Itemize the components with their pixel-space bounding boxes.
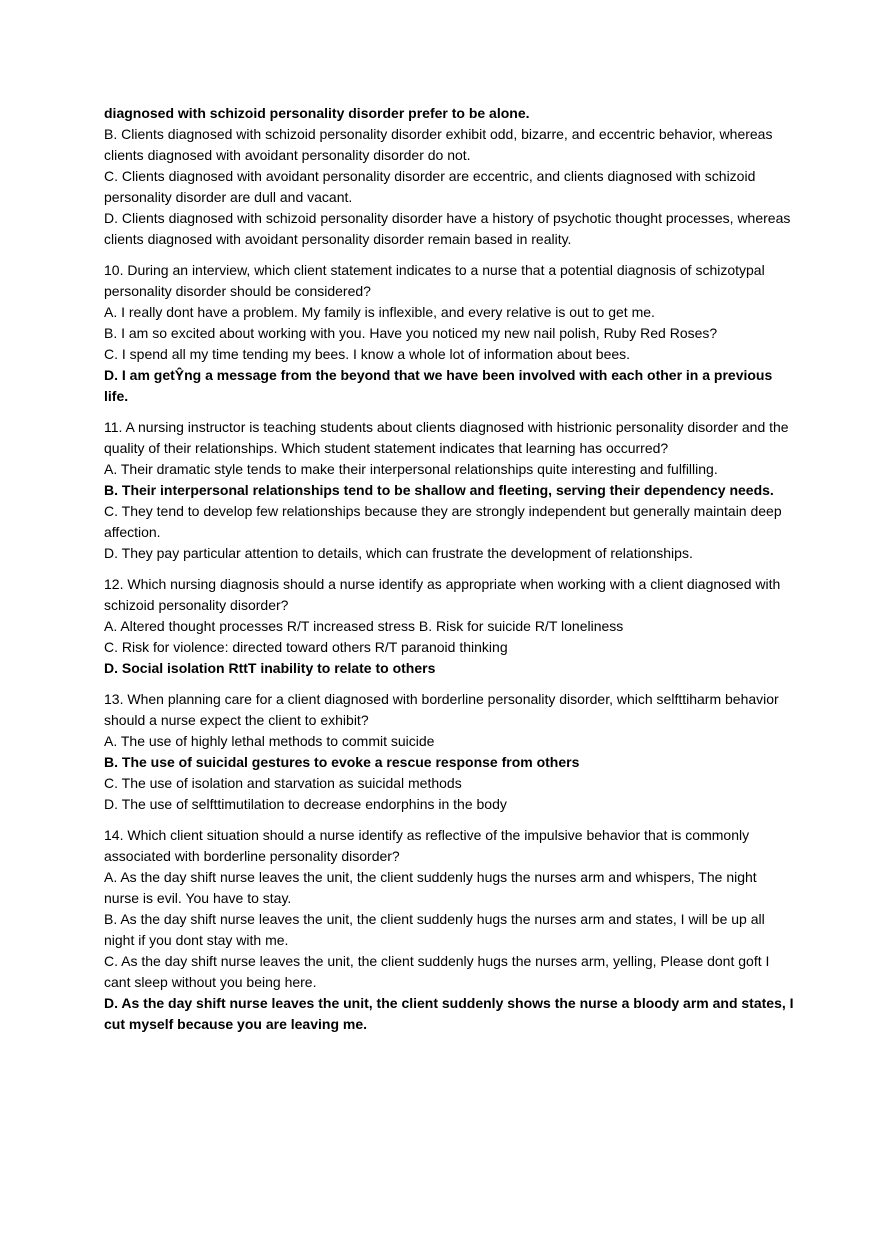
question-10 [104, 260, 794, 407]
question-text: 14. Which client situation should a nurse identify as reflective of the impulsive behavior that is commonly associated with borderline personality disorder? [104, 827, 750, 864]
question-9-continuation [104, 103, 794, 250]
question-text: 13. When planning care for a client diagnosed with borderline personality disorder, which selfttiharm behavior should a nurse expect the client to exhibit? [104, 691, 779, 728]
option-a: A. I really dont have a problem. My family is inflexible, and every relative is out to get me. [104, 304, 655, 320]
option-b: B. Clients diagnosed with schizoid personality disorder exhibit odd, bizarre, and eccentric behavior, whereas clients diagnosed with avoidant personality disorder do not. [104, 126, 773, 163]
option-a-b: A. Altered thought processes R/T increased stress B. Risk for suicide R/T loneliness [104, 618, 624, 634]
option-c: C. As the day shift nurse leaves the unit, the client suddenly hugs the nurses arm, yelling, Please dont goft I cant sleep without you being here. [104, 953, 770, 990]
document-page [104, 103, 794, 1045]
option-a: A. The use of highly lethal methods to commit suicide [104, 733, 435, 749]
option-b: B. I am so excited about working with you. Have you noticed my new nail polish, Ruby Red Roses? [104, 325, 718, 341]
question-text: 12. Which nursing diagnosis should a nurse identify as appropriate when working with a client diagnosed with schizoid personality disorder? [104, 576, 781, 613]
option-d: D. Clients diagnosed with schizoid personality disorder have a history of psychotic thought processes, whereas clients diagnosed with avoidant personality disorder remain based in reality. [104, 210, 791, 247]
question-text: 10. During an interview, which client statement indicates to a nurse that a potential diagnosis of schizotypal personality disorder should be considered? [104, 262, 765, 299]
option-a: A. As the day shift nurse leaves the unit, the client suddenly hugs the nurses arm and whispers, The night nurse is evil. You have to stay. [104, 869, 757, 906]
answer-line: diagnosed with schizoid personality disorder prefer to be alone. [104, 105, 530, 121]
option-c: C. The use of isolation and starvation as suicidal methods [104, 775, 462, 791]
option-b-answer: B. The use of suicidal gestures to evoke a rescue response from others [104, 754, 580, 770]
question-13 [104, 689, 794, 815]
option-c: C. I spend all my time tending my bees. I know a whole lot of information about bees. [104, 346, 631, 362]
option-c: C. Risk for violence: directed toward others R/T paranoid thinking [104, 639, 508, 655]
question-12 [104, 574, 794, 679]
question-14 [104, 825, 794, 1035]
option-d: D. The use of selfttimutilation to decrease endorphins in the body [104, 796, 507, 812]
option-d-answer: D. I am getŶng a message from the beyond that we have been involved with each other in a previous life. [104, 367, 773, 404]
option-a: A. Their dramatic style tends to make their interpersonal relationships quite interesting and fulfilling. [104, 461, 718, 477]
option-b-answer: B. Their interpersonal relationships tend to be shallow and fleeting, serving their dependency needs. [104, 482, 774, 498]
option-d: D. They pay particular attention to details, which can frustrate the development of relationships. [104, 545, 693, 561]
question-11 [104, 417, 794, 564]
option-c: C. They tend to develop few relationships because they are strongly independent but generally maintain deep affection. [104, 503, 782, 540]
option-d-answer: D. Social isolation RttT inability to relate to others [104, 660, 436, 676]
option-b: B. As the day shift nurse leaves the unit, the client suddenly hugs the nurses arm and states, I will be up all night if you dont stay with me. [104, 911, 765, 948]
question-text: 11. A nursing instructor is teaching students about clients diagnosed with histrionic personality disorder and the quality of their relationships. Which student statement indicates that learning has occurred? [104, 419, 789, 456]
option-c: C. Clients diagnosed with avoidant personality disorder are eccentric, and clients diagnosed with schizoid personality disorder are dull and vacant. [104, 168, 756, 205]
option-d-answer: D. As the day shift nurse leaves the unit, the client suddenly shows the nurse a bloody arm and states, I cut myself because you are leaving me. [104, 995, 794, 1032]
